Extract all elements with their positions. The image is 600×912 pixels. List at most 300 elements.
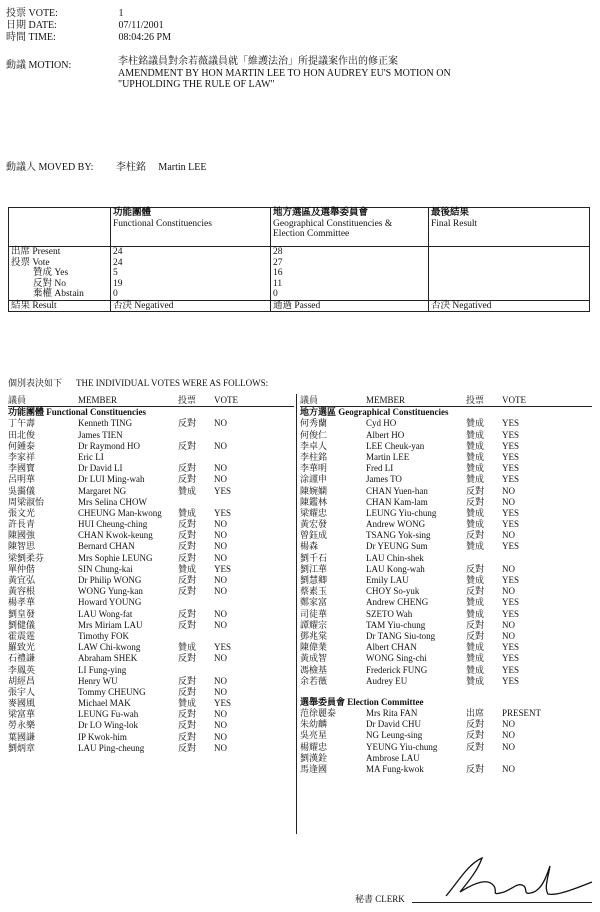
member-name-en: Dr David CHU bbox=[366, 719, 421, 730]
member-name-en: Bernard CHAN bbox=[78, 541, 135, 552]
member-vote-row bbox=[300, 575, 592, 586]
member-name-en: Howard YOUNG bbox=[78, 597, 142, 608]
vote-en: YES bbox=[502, 653, 520, 664]
member-name-zh: 張文光 bbox=[8, 507, 36, 518]
member-vote-row bbox=[8, 452, 294, 463]
summary-row-result: 結果 Result 否決 Negatived 通過 Passed 否決 Negatived bbox=[9, 300, 590, 312]
vote-zh: 出席 bbox=[466, 708, 485, 719]
member-vote-row bbox=[8, 463, 294, 474]
right-column-header: 議員 MEMBER 投票 VOTE bbox=[300, 395, 592, 407]
vote-zh: 贊成 bbox=[466, 440, 485, 451]
clerk-signature-image bbox=[438, 852, 598, 902]
member-name-en: Frederick FUNG bbox=[366, 664, 428, 675]
member-name-zh: 劉健儀 bbox=[8, 619, 36, 630]
member-vote-row bbox=[8, 430, 294, 441]
member-vote-row bbox=[300, 564, 592, 575]
member-vote-row bbox=[300, 676, 592, 687]
motion-label: 動議 MOTION: bbox=[6, 60, 72, 71]
member-name-zh: 劉漢銓 bbox=[300, 752, 328, 763]
member-vote-row bbox=[300, 597, 592, 608]
member-name-en: LAU Ping-cheung bbox=[78, 742, 145, 753]
vote-en: YES bbox=[502, 664, 520, 675]
member-name-en: NG Leung-sing bbox=[366, 730, 423, 741]
left-column-header: 議員 MEMBER 投票 VOTE bbox=[8, 395, 294, 407]
member-name-en: Mrs Sophie LEUNG bbox=[78, 552, 153, 563]
member-name-zh: 李柱銘 bbox=[300, 451, 328, 462]
member-vote-row bbox=[300, 497, 592, 508]
vote-zh: 贊成 bbox=[178, 698, 197, 709]
vote-zh: 反對 bbox=[178, 575, 197, 585]
member-name-en: Dr LUI Ming-wah bbox=[78, 474, 145, 485]
vote-en: YES bbox=[502, 675, 520, 686]
vote-en: YES bbox=[502, 575, 520, 585]
member-name-en: MA Fung-kwok bbox=[366, 764, 424, 774]
member-name-en: HUI Cheung-ching bbox=[78, 519, 148, 530]
member-name-zh: 李國寶 bbox=[8, 463, 36, 474]
member-vote-row bbox=[300, 665, 592, 676]
member-vote-row bbox=[8, 564, 294, 575]
vote-label: 投票 VOTE: bbox=[6, 8, 58, 19]
member-name-zh: 丁午壽 bbox=[8, 418, 36, 429]
member-name-zh: 周梁淑怡 bbox=[8, 496, 45, 507]
member-name-en: Kenneth TING bbox=[78, 418, 133, 429]
member-name-en: LEE Cheuk-yan bbox=[366, 440, 425, 451]
member-name-zh: 劉慧卿 bbox=[300, 575, 328, 585]
header-geographical: 地方選區及選舉委員會 Geographical Constituencies & Election Committee bbox=[271, 208, 429, 247]
column-divider bbox=[296, 394, 297, 834]
summary-row: 投票 Vote 24 27 bbox=[9, 258, 590, 269]
vote-en: NO bbox=[214, 519, 227, 530]
member-name-en: Dr TANG Siu-tong bbox=[366, 630, 436, 641]
member-name-en: James TO bbox=[366, 474, 402, 485]
vote-zh: 反對 bbox=[178, 619, 197, 630]
member-vote-row bbox=[8, 519, 294, 530]
member-name-zh: 麥國風 bbox=[8, 698, 36, 709]
vote-zh: 反對 bbox=[178, 552, 197, 563]
member-name-zh: 余若薇 bbox=[300, 675, 328, 686]
vote-en: YES bbox=[502, 608, 520, 619]
member-name-zh: 何俊仁 bbox=[300, 429, 328, 440]
vote-zh: 反對 bbox=[178, 720, 197, 731]
member-name-en: WONG Yung-kan bbox=[78, 586, 143, 597]
member-name-en: LAW Chi-kwong bbox=[78, 642, 141, 653]
vote-zh: 贊成 bbox=[466, 608, 485, 619]
member-name-zh: 劉江華 bbox=[300, 563, 328, 574]
member-name-en: YEUNG Yiu-chung bbox=[366, 741, 438, 752]
vote-zh: 反對 bbox=[466, 630, 485, 641]
member-name-en: Eric LI bbox=[78, 451, 104, 462]
member-vote-row bbox=[300, 541, 592, 552]
member-vote-row bbox=[8, 575, 294, 586]
member-name-zh: 梁劉柔芬 bbox=[8, 552, 45, 563]
summary-row: 棄權 Abstain 0 0 bbox=[9, 289, 590, 300]
member-name-zh: 黃成智 bbox=[300, 653, 328, 664]
member-name-en: TAM Yiu-chung bbox=[366, 619, 426, 630]
member-vote-row bbox=[300, 719, 592, 730]
vote-zh: 反對 bbox=[466, 619, 485, 630]
member-name-en: Andrew WONG bbox=[366, 519, 426, 530]
vote-en: YES bbox=[214, 507, 232, 518]
vote-en: NO bbox=[502, 619, 515, 630]
member-vote-row bbox=[8, 586, 294, 597]
member-vote-row bbox=[300, 474, 592, 485]
result-summary-table bbox=[8, 207, 590, 312]
member-vote-row bbox=[8, 653, 294, 664]
moved-by bbox=[6, 158, 206, 173]
vote-zh: 贊成 bbox=[466, 429, 485, 440]
member-vote-row bbox=[8, 743, 294, 754]
member-vote-row bbox=[300, 708, 592, 719]
vote-en: YES bbox=[502, 440, 520, 451]
member-name-en: Fred LI bbox=[366, 463, 394, 474]
vote-en: YES bbox=[214, 642, 232, 653]
vote-zh: 反對 bbox=[178, 474, 197, 485]
member-vote-row bbox=[8, 441, 294, 452]
member-name-zh: 梁富華 bbox=[8, 709, 36, 720]
member-name-zh: 李鳳英 bbox=[8, 664, 36, 675]
member-vote-row bbox=[300, 508, 592, 519]
member-name-zh: 楊耀忠 bbox=[300, 741, 328, 752]
member-name-en: Timothy FOK bbox=[78, 630, 129, 641]
member-vote-row bbox=[8, 497, 294, 508]
vote-en: NO bbox=[214, 742, 227, 753]
member-name-zh: 單仲偕 bbox=[8, 563, 36, 574]
vote-en: NO bbox=[214, 731, 227, 742]
vote-en: NO bbox=[214, 709, 227, 720]
member-name-zh: 石禮謙 bbox=[8, 653, 36, 664]
member-name-en: LEUNG Fu-wah bbox=[78, 709, 139, 720]
member-name-zh: 劉千石 bbox=[300, 552, 328, 563]
member-name-en: Dr YEUNG Sum bbox=[366, 541, 428, 552]
vote-en: NO bbox=[214, 686, 227, 697]
member-name-en: CHAN Kam-lam bbox=[366, 496, 428, 507]
vote-en: YES bbox=[502, 597, 520, 608]
member-vote-row bbox=[300, 742, 592, 753]
member-name-zh: 鄭家富 bbox=[300, 597, 328, 608]
member-name-zh: 陳國強 bbox=[8, 530, 36, 541]
member-name-zh: 梁耀忠 bbox=[300, 507, 328, 518]
member-vote-row bbox=[300, 486, 592, 497]
member-name-en: Dr Raymond HO bbox=[78, 440, 140, 451]
vote-zh: 反對 bbox=[466, 719, 485, 730]
vote-zh: 贊成 bbox=[466, 507, 485, 518]
time-label: 時間 TIME: bbox=[6, 32, 56, 43]
vote-en: NO bbox=[214, 608, 227, 619]
member-name-en: Tommy CHEUNG bbox=[78, 686, 146, 697]
member-name-en: Dr Philip WONG bbox=[78, 575, 142, 585]
date-value: 07/11/2001 bbox=[118, 20, 164, 31]
member-vote-row bbox=[8, 620, 294, 631]
vote-en: NO bbox=[214, 720, 227, 731]
member-vote-row bbox=[300, 430, 592, 441]
vote-zh: 贊成 bbox=[466, 519, 485, 530]
member-name-en: CHAN Yuen-han bbox=[366, 485, 428, 496]
vote-zh: 反對 bbox=[178, 440, 197, 451]
member-name-en: Cyd HO bbox=[366, 418, 397, 429]
member-vote-row bbox=[300, 441, 592, 452]
motion-line-zh: 李柱銘議員對余若薇議員就「維護法治」所提議案作出的修正案 bbox=[118, 56, 398, 67]
member-vote-row bbox=[300, 586, 592, 597]
member-name-zh: 李卓人 bbox=[300, 440, 328, 451]
vote-zh: 贊成 bbox=[178, 642, 197, 653]
vote-en: NO bbox=[214, 418, 227, 429]
member-name-en: Audrey EU bbox=[366, 675, 408, 686]
member-name-en: Dr David LI bbox=[78, 463, 123, 474]
vote-en: YES bbox=[502, 418, 520, 429]
time-value: 08:04:26 PM bbox=[118, 32, 172, 43]
vote-zh: 贊成 bbox=[466, 474, 485, 485]
member-name-zh: 呂明華 bbox=[8, 474, 36, 485]
member-name-zh: 張宇人 bbox=[8, 686, 36, 697]
summary-corner bbox=[9, 208, 111, 247]
member-name-en: Emily LAU bbox=[366, 575, 409, 585]
vote-zh: 反對 bbox=[466, 586, 485, 597]
member-name-en: WONG Sing-chi bbox=[366, 653, 427, 664]
vote-en: NO bbox=[214, 463, 227, 474]
time-row bbox=[6, 28, 171, 43]
member-name-zh: 羅致光 bbox=[8, 642, 36, 653]
member-name-zh: 楊森 bbox=[300, 541, 319, 552]
member-name-en: CHOY So-yuk bbox=[366, 586, 420, 597]
member-vote-row bbox=[8, 609, 294, 620]
member-name-zh: 涂謹申 bbox=[300, 474, 328, 485]
member-name-zh: 何鍾泰 bbox=[8, 440, 36, 451]
member-name-en: SZETO Wah bbox=[366, 608, 413, 619]
vote-en: YES bbox=[502, 507, 520, 518]
member-name-zh: 陳偉業 bbox=[300, 642, 328, 653]
vote-en: PRESENT bbox=[502, 708, 542, 719]
member-vote-row bbox=[8, 665, 294, 676]
member-name-en: Mrs Selina CHOW bbox=[78, 496, 147, 507]
member-vote-row bbox=[300, 631, 592, 642]
member-vote-row bbox=[300, 653, 592, 664]
vote-zh: 贊成 bbox=[466, 451, 485, 462]
vote-en: NO bbox=[502, 485, 515, 496]
vote-en: NO bbox=[502, 719, 515, 730]
member-name-zh: 李家祥 bbox=[8, 451, 36, 462]
member-vote-row bbox=[8, 676, 294, 687]
member-name-zh: 吳靄儀 bbox=[8, 485, 36, 496]
member-name-zh: 陳鑑林 bbox=[300, 496, 328, 507]
vote-zh: 贊成 bbox=[466, 653, 485, 664]
vote-zh: 反對 bbox=[466, 563, 485, 574]
member-vote-row bbox=[300, 452, 592, 463]
vote-en: NO bbox=[502, 630, 515, 641]
member-vote-row bbox=[300, 609, 592, 620]
vote-en: NO bbox=[214, 586, 227, 597]
header-final: 最後結果 Final Result bbox=[429, 208, 590, 247]
member-name-zh: 楊孝華 bbox=[8, 597, 36, 608]
vote-zh: 贊成 bbox=[466, 664, 485, 675]
vote-en: NO bbox=[502, 496, 515, 507]
vote-en: YES bbox=[502, 463, 520, 474]
member-name-en: Albert CHAN bbox=[366, 642, 417, 653]
member-name-zh: 劉炳章 bbox=[8, 742, 36, 753]
vote-zh: 反對 bbox=[178, 709, 197, 720]
vote-en: YES bbox=[502, 519, 520, 530]
member-vote-row bbox=[8, 732, 294, 743]
vote-zh: 贊成 bbox=[466, 575, 485, 585]
member-vote-row bbox=[8, 418, 294, 429]
vote-zh: 贊成 bbox=[466, 642, 485, 653]
member-name-zh: 朱幼麟 bbox=[300, 719, 328, 730]
vote-en: YES bbox=[502, 474, 520, 485]
member-vote-row bbox=[8, 553, 294, 564]
vote-zh: 贊成 bbox=[466, 541, 485, 552]
date-label: 日期 DATE: bbox=[6, 20, 57, 31]
vote-zh: 反對 bbox=[178, 742, 197, 753]
vote-en: NO bbox=[214, 530, 227, 541]
member-name-zh: 馬逢國 bbox=[300, 764, 328, 774]
member-vote-row bbox=[300, 753, 592, 764]
member-name-zh: 黃宜弘 bbox=[8, 575, 36, 585]
vote-zh: 反對 bbox=[466, 496, 485, 507]
member-name-en: James TIEN bbox=[78, 429, 123, 440]
summary-row: 反對 No 19 11 bbox=[9, 279, 590, 290]
moved-by-zh: 李柱銘 bbox=[115, 162, 146, 173]
member-vote-row bbox=[300, 620, 592, 631]
vote-en: YES bbox=[502, 642, 520, 653]
vote-en: YES bbox=[214, 485, 232, 496]
member-name-en: TSANG Yok-sing bbox=[366, 530, 431, 541]
member-name-zh: 田北俊 bbox=[8, 429, 36, 440]
member-vote-row bbox=[8, 474, 294, 485]
member-name-zh: 黃宏發 bbox=[300, 519, 328, 530]
member-name-zh: 勞永樂 bbox=[8, 720, 36, 731]
member-name-zh: 陳智思 bbox=[8, 541, 36, 552]
member-vote-row bbox=[300, 764, 592, 775]
motion-text bbox=[118, 56, 451, 91]
member-vote-row bbox=[8, 709, 294, 720]
vote-en: NO bbox=[214, 474, 227, 485]
vote-en: YES bbox=[502, 451, 520, 462]
vote-en: YES bbox=[502, 429, 520, 440]
moved-by-label: 動議人 MOVED BY: bbox=[6, 162, 94, 173]
member-vote-row bbox=[300, 553, 592, 564]
member-vote-row bbox=[8, 486, 294, 497]
member-vote-row bbox=[300, 418, 592, 429]
vote-zh: 反對 bbox=[178, 541, 197, 552]
member-name-zh: 譚耀宗 bbox=[300, 619, 328, 630]
member-name-zh: 何秀蘭 bbox=[300, 418, 328, 429]
member-vote-row bbox=[300, 463, 592, 474]
member-name-zh: 曾鈺成 bbox=[300, 530, 328, 541]
moved-by-en: Martin LEE bbox=[158, 162, 207, 173]
election-committee-title: 選舉委員會 Election Committee bbox=[300, 696, 424, 707]
vote-en: NO bbox=[502, 741, 515, 752]
summary-row: 贊成 Yes 5 16 bbox=[9, 268, 590, 279]
vote-en: NO bbox=[502, 563, 515, 574]
member-vote-row bbox=[8, 698, 294, 709]
member-name-en: CHAN Kwok-keung bbox=[78, 530, 153, 541]
member-name-zh: 陳婉嫻 bbox=[300, 485, 328, 496]
vote-zh: 贊成 bbox=[466, 418, 485, 429]
member-name-en: LAU Kong-wah bbox=[366, 563, 425, 574]
header-functional: 功能團體 Functional Constituencies bbox=[111, 208, 271, 247]
vote-en: NO bbox=[502, 530, 515, 541]
individual-votes-title: 個別表決如下 THE INDIVIDUAL VOTES WERE AS FOLLOWS: bbox=[8, 378, 269, 388]
vote-zh: 贊成 bbox=[178, 485, 197, 496]
vote-zh: 反對 bbox=[178, 731, 197, 742]
clerk-label: 秘書 CLERK bbox=[355, 894, 405, 904]
vote-zh: 贊成 bbox=[466, 463, 485, 474]
member-name-en: Henry WU bbox=[78, 675, 118, 686]
vote-zh: 反對 bbox=[466, 764, 485, 774]
vote-en: NO bbox=[214, 552, 227, 563]
vote-en: NO bbox=[214, 675, 227, 686]
member-name-en: Mrs Miriam LAU bbox=[78, 619, 143, 630]
member-name-en: LEUNG Yiu-chung bbox=[366, 507, 437, 518]
member-name-zh: 馮檢基 bbox=[300, 664, 328, 675]
member-name-zh: 黃容根 bbox=[8, 586, 36, 597]
right-section-title: 地方選區 Geographical Constituencies bbox=[300, 407, 449, 418]
member-name-zh: 蔡素玉 bbox=[300, 586, 328, 597]
member-name-zh: 吳亮星 bbox=[300, 730, 328, 741]
member-name-zh: 范徐麗泰 bbox=[300, 708, 337, 719]
member-name-zh: 霍震霆 bbox=[8, 630, 36, 641]
vote-en: NO bbox=[214, 541, 227, 552]
member-name-en: Michael MAK bbox=[78, 698, 131, 709]
left-votes-column bbox=[8, 395, 294, 754]
member-vote-row bbox=[8, 720, 294, 731]
vote-en: NO bbox=[214, 619, 227, 630]
member-name-en: SIN Chung-kai bbox=[78, 563, 133, 574]
member-name-en: LI Fung-ying bbox=[78, 664, 127, 675]
vote-en: NO bbox=[214, 653, 227, 664]
vote-en: NO bbox=[502, 764, 515, 774]
member-name-en: Mrs Rita FAN bbox=[366, 708, 418, 719]
vote-zh: 反對 bbox=[178, 608, 197, 619]
member-vote-row bbox=[8, 597, 294, 608]
member-name-zh: 鄧兆棠 bbox=[300, 630, 328, 641]
member-name-zh: 葉國謙 bbox=[8, 731, 36, 742]
member-name-en: Abraham SHEK bbox=[78, 653, 138, 664]
vote-en: NO bbox=[214, 440, 227, 451]
member-name-en: Martin LEE bbox=[366, 451, 410, 462]
vote-en: YES bbox=[502, 541, 520, 552]
vote-en: NO bbox=[502, 730, 515, 741]
member-name-zh: 許長青 bbox=[8, 519, 36, 530]
member-vote-row bbox=[8, 631, 294, 642]
right-votes-column bbox=[300, 395, 592, 775]
member-vote-row bbox=[8, 508, 294, 519]
member-vote-row bbox=[300, 642, 592, 653]
vote-zh: 反對 bbox=[178, 463, 197, 474]
member-vote-row bbox=[8, 642, 294, 653]
vote-zh: 反對 bbox=[466, 741, 485, 752]
member-vote-row bbox=[8, 530, 294, 541]
vote-zh: 反對 bbox=[178, 586, 197, 597]
member-name-en: IP Kwok-him bbox=[78, 731, 127, 742]
member-name-zh: 李華明 bbox=[300, 463, 328, 474]
vote-zh: 反對 bbox=[178, 418, 197, 429]
vote-zh: 反對 bbox=[178, 653, 197, 664]
member-name-en: Dr LO Wing-lok bbox=[78, 720, 138, 731]
member-vote-row bbox=[300, 519, 592, 530]
vote-en: NO bbox=[502, 586, 515, 597]
vote-zh: 反對 bbox=[466, 485, 485, 496]
member-name-en: Margaret NG bbox=[78, 485, 127, 496]
vote-zh: 反對 bbox=[178, 675, 197, 686]
member-name-zh: 司徒華 bbox=[300, 608, 328, 619]
member-name-zh: 胡經昌 bbox=[8, 675, 36, 686]
vote-en: NO bbox=[214, 575, 227, 585]
vote-zh: 反對 bbox=[178, 530, 197, 541]
member-name-zh: 劉皇發 bbox=[8, 608, 36, 619]
vote-value: 1 bbox=[118, 8, 124, 19]
vote-zh: 反對 bbox=[466, 530, 485, 541]
vote-zh: 反對 bbox=[466, 730, 485, 741]
